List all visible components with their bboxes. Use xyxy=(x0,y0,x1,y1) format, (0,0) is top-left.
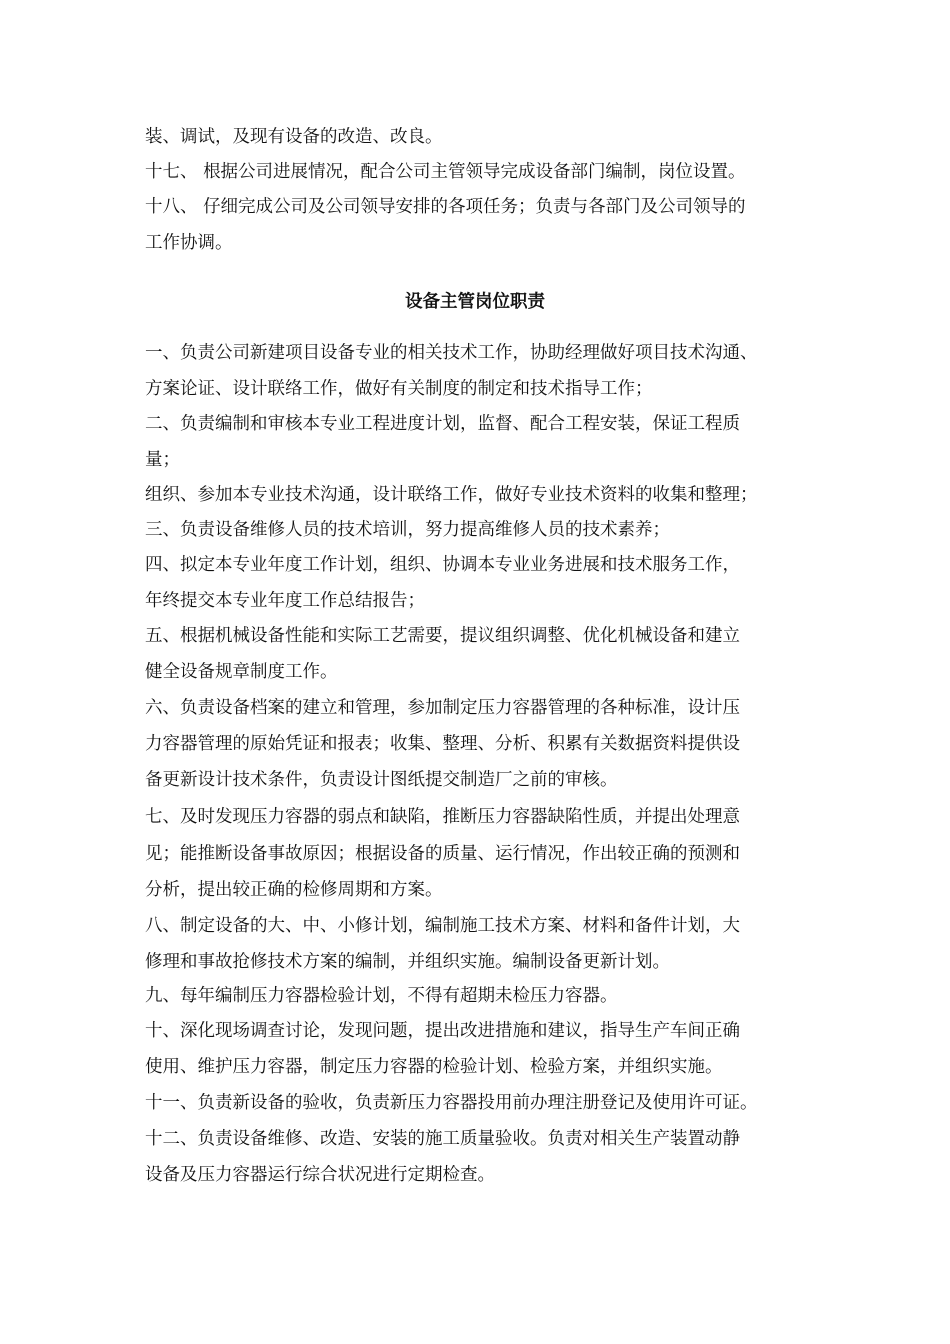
duty-line: 量； xyxy=(145,450,180,470)
continuation-line: 十七、 根据公司进展情况，配合公司主管领导完成设备部门编制，岗位设置。 xyxy=(145,162,746,182)
duty-line: 五、根据机械设备性能和实际工艺需要，提议组织调整、优化机械设备和建立 xyxy=(145,626,740,646)
continuation-line: 十八、 仔细完成公司及公司领导安排的各项任务；负责与各部门及公司领导的 xyxy=(145,197,746,217)
duty-line: 一、负责公司新建项目设备专业的相关技术工作，协助经理做好项目技术沟通、 xyxy=(145,343,758,363)
duty-line: 八、制定设备的大、中、小修计划，编制施工技术方案、材料和备件计划，大 xyxy=(145,916,740,936)
duty-line: 四、拟定本专业年度工作计划，组织、协调本专业业务进展和技术服务工作， xyxy=(145,555,740,575)
duty-line: 方案论证、设计联络工作，做好有关制度的制定和技术指导工作； xyxy=(145,379,653,399)
duty-line: 二、负责编制和审核本专业工程进度计划，监督、配合工程安装，保证工程质 xyxy=(145,414,740,434)
duty-line: 备更新设计技术条件，负责设计图纸提交制造厂之前的审核。 xyxy=(145,770,618,790)
continuation-line: 工作协调。 xyxy=(145,233,233,253)
duty-line: 组织、参加本专业技术沟通，设计联络工作，做好专业技术资料的收集和整理； xyxy=(145,485,758,505)
duty-line: 年终提交本专业年度工作总结报告； xyxy=(145,591,425,611)
section-title: 设备主管岗位职责 xyxy=(405,292,545,312)
duty-line: 十二、负责设备维修、改造、安装的施工质量验收。负责对相关生产装置动静 xyxy=(145,1129,740,1149)
duty-line: 修理和事故抢修技术方案的编制，并组织实施。编制设备更新计划。 xyxy=(145,952,670,972)
duty-line: 九、每年编制压力容器检验计划，不得有超期未检压力容器。 xyxy=(145,986,618,1006)
duty-line: 六、负责设备档案的建立和管理，参加制定压力容器管理的各种标准，设计压 xyxy=(145,698,740,718)
duty-line: 十、深化现场调查讨论，发现问题，提出改进措施和建议，指导生产车间正确 xyxy=(145,1021,740,1041)
duty-line: 见；能推断设备事故原因；根据设备的质量、运行情况，作出较正确的预测和 xyxy=(145,844,740,864)
duty-line: 三、负责设备维修人员的技术培训，努力提高维修人员的技术素养； xyxy=(145,520,670,540)
duty-line: 使用、维护压力容器，制定压力容器的检验计划、检验方案，并组织实施。 xyxy=(145,1057,723,1077)
duty-line: 七、及时发现压力容器的弱点和缺陷，推断压力容器缺陷性质，并提出处理意 xyxy=(145,807,740,827)
continuation-line: 装、调试，及现有设备的改造、改良。 xyxy=(145,127,443,147)
duty-line: 十一、负责新设备的验收，负责新压力容器投用前办理注册登记及使用许可证。 xyxy=(145,1093,758,1113)
duty-line: 力容器管理的原始凭证和报表；收集、整理、分析、积累有关数据资料提供设 xyxy=(145,734,740,754)
duty-line: 分析，提出较正确的检修周期和方案。 xyxy=(145,880,443,900)
duty-line: 设备及压力容器运行综合状况进行定期检查。 xyxy=(145,1165,495,1185)
duty-line: 健全设备规章制度工作。 xyxy=(145,662,338,682)
